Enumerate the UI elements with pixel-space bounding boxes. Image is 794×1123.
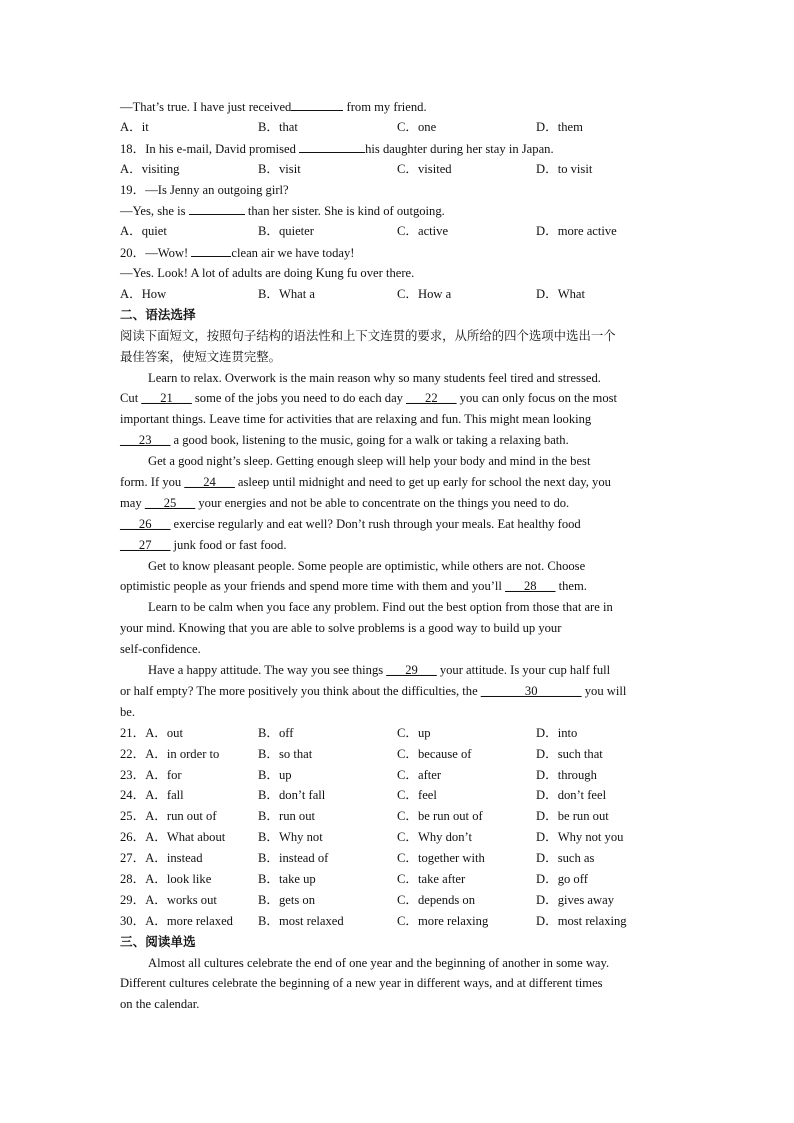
passage-text: optimistic people as your friends and spend more time with them and you’ll <box>120 579 506 594</box>
passage-text: junk food or fast food. <box>170 537 287 552</box>
blank-24: ___24___ <box>184 475 235 490</box>
option-a: 21．A．out <box>120 725 183 740</box>
passage-line: Get a good night’s sleep. Getting enough sleep will help your body and mind in the best <box>148 454 591 469</box>
option-d: D．through <box>536 767 597 782</box>
q18-options <box>120 159 680 180</box>
blank-26: ___26___ <box>120 516 171 531</box>
option-b: B．most relaxed <box>258 913 344 928</box>
option-c: C．because of <box>397 746 472 761</box>
q18-text-end: his daughter during her stay in Japan. <box>365 141 554 156</box>
passage-text: them. <box>555 579 587 594</box>
q19-stem: 19．—Is Jenny an outgoing girl? <box>120 182 289 197</box>
passage-text: or half empty? The more positively you think about the difficulties, the <box>120 683 481 698</box>
q20-text-end: clean air we have today! <box>231 246 355 261</box>
passage-line: your mind. Knowing that you are able to solve problems is a good way to build up your <box>120 621 562 636</box>
q20-text: 20．—Wow! <box>120 246 192 261</box>
option-c: C．feel <box>397 788 437 803</box>
blank-21: ___21___ <box>141 391 192 406</box>
option-a: 24．A．fall <box>120 788 184 803</box>
q17-text-end: from my friend. <box>343 100 427 114</box>
passage-line: self-confidence. <box>120 642 201 657</box>
choice-row-21 <box>120 723 680 744</box>
passage-line <box>120 514 680 535</box>
passage-line <box>120 430 680 451</box>
exam-content <box>120 96 680 1015</box>
q20-dialogue-line: —Yes. Look! A lot of adults are doing Kung fu over there. <box>120 266 415 281</box>
option-b: B．take up <box>258 871 316 886</box>
option-b: B．off <box>258 725 294 740</box>
option-c: C．one <box>397 119 437 134</box>
option-c: C．How a <box>397 287 452 302</box>
section-heading-reading: 三、阅读单选 <box>120 933 196 949</box>
option-b: B．don’t fall <box>258 788 326 803</box>
option-d: D．don’t feel <box>536 788 607 803</box>
blank-25: ___25___ <box>144 495 196 510</box>
passage-line <box>120 660 680 681</box>
option-a: 30．A．more relaxed <box>120 913 233 928</box>
passage-text: Cut <box>120 391 142 406</box>
option-a: A．it <box>120 119 149 134</box>
reading-line: Almost all cultures celebrate the end of one year and the beginning of another in some way. <box>148 955 610 970</box>
passage-line: important things. Leave time for activities that are relaxing and fun. This might mean looking <box>120 412 592 427</box>
blank-29: ___29___ <box>386 663 437 678</box>
passage-text: you will <box>581 683 627 698</box>
choice-row-23 <box>120 765 680 786</box>
option-a: A．quiet <box>120 224 167 239</box>
q18-text: 18．In his e-mail, David promised <box>120 141 300 156</box>
q19-options <box>120 221 680 242</box>
option-b: B．that <box>258 119 298 134</box>
option-a: 26．A．What about <box>120 830 226 845</box>
option-c: C．take after <box>397 871 466 886</box>
q17-dialogue-line <box>120 96 680 117</box>
option-b: B．instead of <box>258 851 329 866</box>
option-c: C．depends on <box>397 892 476 907</box>
choice-row-24 <box>120 785 680 806</box>
option-d: D．more active <box>536 224 617 239</box>
option-a: 27．A．instead <box>120 851 203 866</box>
q18-blank <box>299 138 365 153</box>
passage-line: Get to know pleasant people. Some people are optimistic, while others are not. Choose <box>148 558 586 573</box>
option-b: B．so that <box>258 746 313 761</box>
choice-row-27 <box>120 848 680 869</box>
blank-23: ___23___ <box>120 433 171 448</box>
option-d: D．to visit <box>536 161 593 176</box>
q19-blank <box>189 200 245 215</box>
option-a: 22．A．in order to <box>120 746 220 761</box>
q20-blank <box>191 242 231 257</box>
option-d: D．be run out <box>536 809 609 824</box>
option-d: D．most relaxing <box>536 913 627 928</box>
passage-text: may <box>120 495 145 510</box>
option-a: 29．A．works out <box>120 892 217 907</box>
passage-text: your attitude. Is your cup half full <box>436 663 611 678</box>
option-c: C．after <box>397 767 442 782</box>
passage-line <box>120 493 680 514</box>
option-d: D．into <box>536 725 578 740</box>
option-a: A．visiting <box>120 161 180 176</box>
passage-line <box>120 681 680 702</box>
passage-text: form. If you <box>120 475 185 490</box>
option-d: D．go off <box>536 871 588 886</box>
q20-options <box>120 284 680 305</box>
q19-dialogue-line <box>120 200 680 221</box>
passage-text: your energies and not be able to concentrate on the things you need to do. <box>195 495 570 510</box>
passage-text: exercise regularly and eat well? Don’t rush through your meals. Eat healthy food <box>170 516 581 531</box>
q17-options <box>120 117 680 138</box>
choice-row-26 <box>120 827 680 848</box>
blank-30: _______30_______ <box>480 683 582 698</box>
passage-line: Learn to relax. Overwork is the main reason why so many students feel tired and stressed. <box>148 370 601 385</box>
option-c: C．Why don’t <box>397 830 472 845</box>
passage-text: you can only focus on the most <box>456 391 618 406</box>
option-b: B．Why not <box>258 830 323 845</box>
option-c: C．visited <box>397 161 452 176</box>
passage-text: a good book, listening to the music, going for a walk or taking a relaxing bath. <box>170 433 569 448</box>
option-d: D．such that <box>536 746 603 761</box>
blank-27: ___27___ <box>120 537 171 552</box>
passage-text: some of the jobs you need to do each day <box>191 391 407 406</box>
section-heading-grammar: 二、语法选择 <box>120 306 196 322</box>
option-b: B．quieter <box>258 224 314 239</box>
blank-28: ___28___ <box>505 579 556 594</box>
passage-line <box>120 576 680 597</box>
reading-line: on the calendar. <box>120 997 200 1012</box>
option-d: D．such as <box>536 851 595 866</box>
choice-row-25 <box>120 806 680 827</box>
q19-text: —Yes, she is <box>120 204 189 219</box>
q20-stem <box>120 242 680 263</box>
q17-text: —That’s true. I have just received <box>120 100 292 114</box>
option-b: B．run out <box>258 809 316 824</box>
passage-line <box>120 472 680 493</box>
option-b: B．visit <box>258 161 301 176</box>
option-c: C．be run out of <box>397 809 483 824</box>
blank-22: ___22___ <box>406 391 457 406</box>
option-c: C．active <box>397 224 449 239</box>
option-b: B．What a <box>258 287 316 302</box>
reading-line: Different cultures celebrate the beginning of a new year in different ways, and at different times <box>120 976 603 991</box>
option-d: D．gives away <box>536 892 614 907</box>
choice-row-30 <box>120 911 680 932</box>
passage-text: Have a happy attitude. The way you see things <box>148 663 387 678</box>
option-a: 23．A．for <box>120 767 182 782</box>
section-instructions-cont: 最佳答案，使短文连贯完整。 <box>120 348 282 364</box>
option-a: A．How <box>120 287 167 302</box>
passage-line <box>120 388 680 409</box>
choice-row-28 <box>120 869 680 890</box>
option-a: 28．A．look like <box>120 871 212 886</box>
option-a: 25．A．run out of <box>120 809 217 824</box>
passage-line: Learn to be calm when you face any problem. Find out the best option from those that are in <box>148 600 613 615</box>
option-c: C．up <box>397 725 431 740</box>
passage-line: be. <box>120 704 136 719</box>
option-d: D．What <box>536 287 585 302</box>
option-b: B．up <box>258 767 292 782</box>
q18-stem <box>120 138 680 159</box>
option-d: D．Why not you <box>536 830 624 845</box>
option-c: C．together with <box>397 851 485 866</box>
q17-blank <box>291 96 343 111</box>
passage-text: asleep until midnight and need to get up early for school the next day, you <box>234 475 611 490</box>
passage-line <box>120 535 680 556</box>
option-d: D．them <box>536 119 583 134</box>
option-b: B．gets on <box>258 892 316 907</box>
choice-row-22 <box>120 744 680 765</box>
q19-text-end: than her sister. She is kind of outgoing. <box>244 204 445 219</box>
section-instructions: 阅读下面短文，按照句子结构的语法性和上下文连贯的要求，从所给的四个选项中选出一个 <box>120 327 616 343</box>
option-c: C．more relaxing <box>397 913 489 928</box>
choice-row-29 <box>120 890 680 911</box>
